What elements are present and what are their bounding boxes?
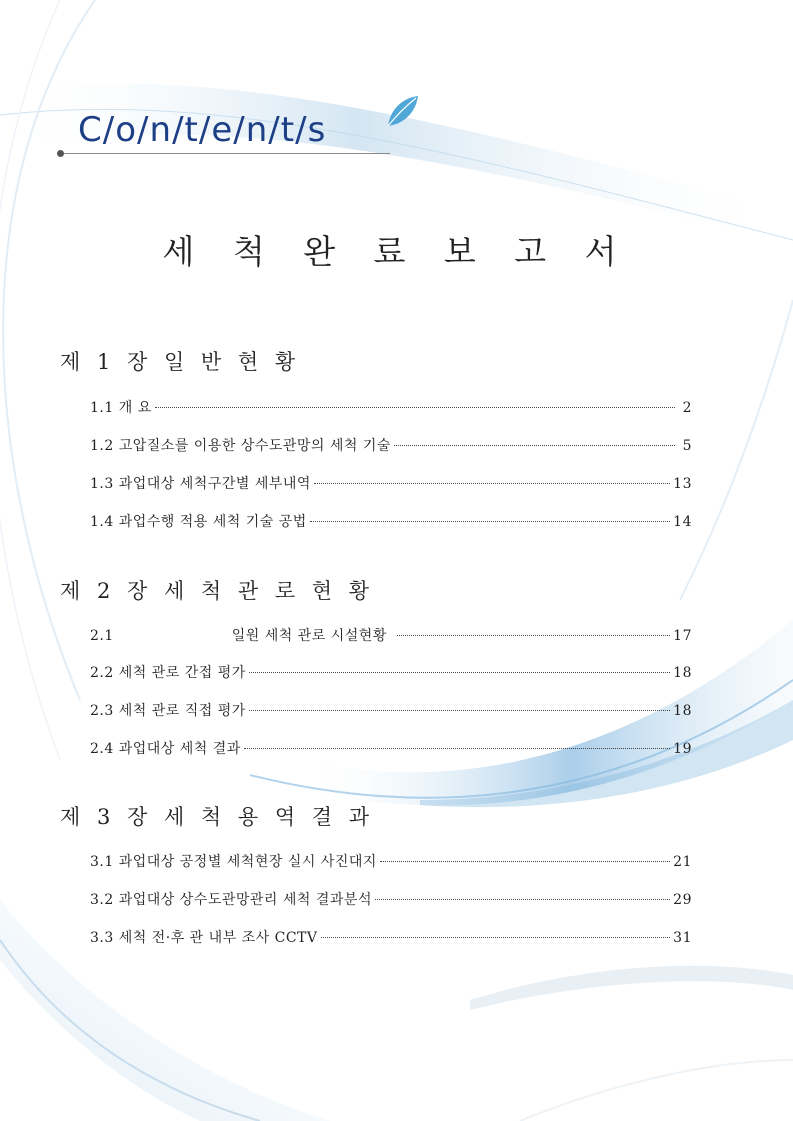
toc-entry[interactable] xyxy=(90,889,692,911)
toc-entry[interactable] xyxy=(90,662,692,684)
header-letter: t xyxy=(184,110,199,150)
dot-leader xyxy=(321,937,671,938)
toc-entry[interactable] xyxy=(90,435,692,457)
entry-label: 일원 세척 관로 시설현황 xyxy=(231,628,387,644)
entry-label: 과업대상 공정별 세척현장 실시 사진대지 xyxy=(118,854,377,870)
dot-leader xyxy=(380,861,670,862)
header-letter: s xyxy=(307,110,327,150)
contents-header: C/o/n/t/e/n/t/s xyxy=(78,110,327,150)
header-letter: t xyxy=(280,110,296,150)
entry-label: 세척 관로 간접 평가 xyxy=(118,665,246,681)
entry-page: 2 xyxy=(682,400,692,416)
entry-label: 과업수행 적용 세척 기술 공법 xyxy=(118,514,307,530)
entry-page: 14 xyxy=(673,514,692,530)
entry-number: 1.3 xyxy=(90,476,119,492)
header-bullet-dot xyxy=(57,150,64,157)
dot-leader xyxy=(249,710,670,711)
entry-number: 1.2 xyxy=(90,438,119,454)
entry-page: 31 xyxy=(673,930,692,946)
header-underline xyxy=(60,153,390,154)
entry-number: 2.3 xyxy=(90,703,119,719)
entry-page: 18 xyxy=(673,665,692,681)
toc-entry[interactable] xyxy=(90,473,692,495)
header-letter: e xyxy=(211,110,234,150)
entry-page: 29 xyxy=(673,892,692,908)
entry-page: 17 xyxy=(673,628,692,644)
document-title: 세 척 완 료 보 고 서 xyxy=(162,232,631,271)
entry-page: 5 xyxy=(682,438,692,454)
toc-entry[interactable] xyxy=(90,625,692,647)
header-letter: n xyxy=(149,110,173,150)
entry-page: 19 xyxy=(673,741,692,757)
dot-leader xyxy=(375,899,670,900)
toc-entry[interactable] xyxy=(90,738,692,760)
dot-leader xyxy=(244,748,670,749)
entry-label: 개 요 xyxy=(118,400,152,416)
entry-page: 13 xyxy=(673,476,692,492)
entry-page: 18 xyxy=(673,703,692,719)
entry-number: 2.2 xyxy=(90,665,119,681)
chapter-title: 제 2 장 세 척 관 로 현 황 xyxy=(60,579,375,603)
dot-leader xyxy=(314,483,670,484)
entry-label: 과업대상 상수도관망관리 세척 결과분석 xyxy=(118,892,372,908)
toc-entry[interactable] xyxy=(90,700,692,722)
header-letter: n xyxy=(245,110,269,150)
entry-label: 고압질소를 이용한 상수도관망의 세척 기술 xyxy=(118,438,391,454)
entry-label: 과업대상 세척구간별 세부내역 xyxy=(118,476,311,492)
toc-entry[interactable] xyxy=(90,927,692,949)
chapter-title: 제 1 장 일 반 현 황 xyxy=(60,350,301,374)
header-letter: o xyxy=(115,110,138,150)
toc-entry[interactable] xyxy=(90,851,692,873)
dot-leader xyxy=(249,672,670,673)
entry-page: 21 xyxy=(673,854,692,870)
dot-leader xyxy=(310,521,670,522)
entry-number: 3.3 xyxy=(90,930,119,946)
entry-number: 2.1 xyxy=(90,628,114,644)
chapter-title: 제 3 장 세 척 용 역 결 과 xyxy=(60,805,375,829)
toc-entry[interactable] xyxy=(90,397,692,419)
entry-number: 2.4 xyxy=(90,741,119,757)
dot-leader xyxy=(397,635,670,636)
toc-entry[interactable] xyxy=(90,511,692,533)
dot-leader xyxy=(394,445,675,446)
dot-leader xyxy=(155,407,675,408)
leaf-icon xyxy=(382,92,422,132)
entry-number: 3.1 xyxy=(90,854,119,870)
entry-number: 3.2 xyxy=(90,892,119,908)
header-letter: C xyxy=(78,110,103,150)
entry-label: 세척 관로 직접 평가 xyxy=(118,703,246,719)
entry-number: 1.4 xyxy=(90,514,119,530)
entry-number: 1.1 xyxy=(90,400,119,416)
entry-label: 과업대상 세척 결과 xyxy=(118,741,241,757)
entry-label: 세척 전·후 관 내부 조사 CCTV xyxy=(118,930,318,946)
